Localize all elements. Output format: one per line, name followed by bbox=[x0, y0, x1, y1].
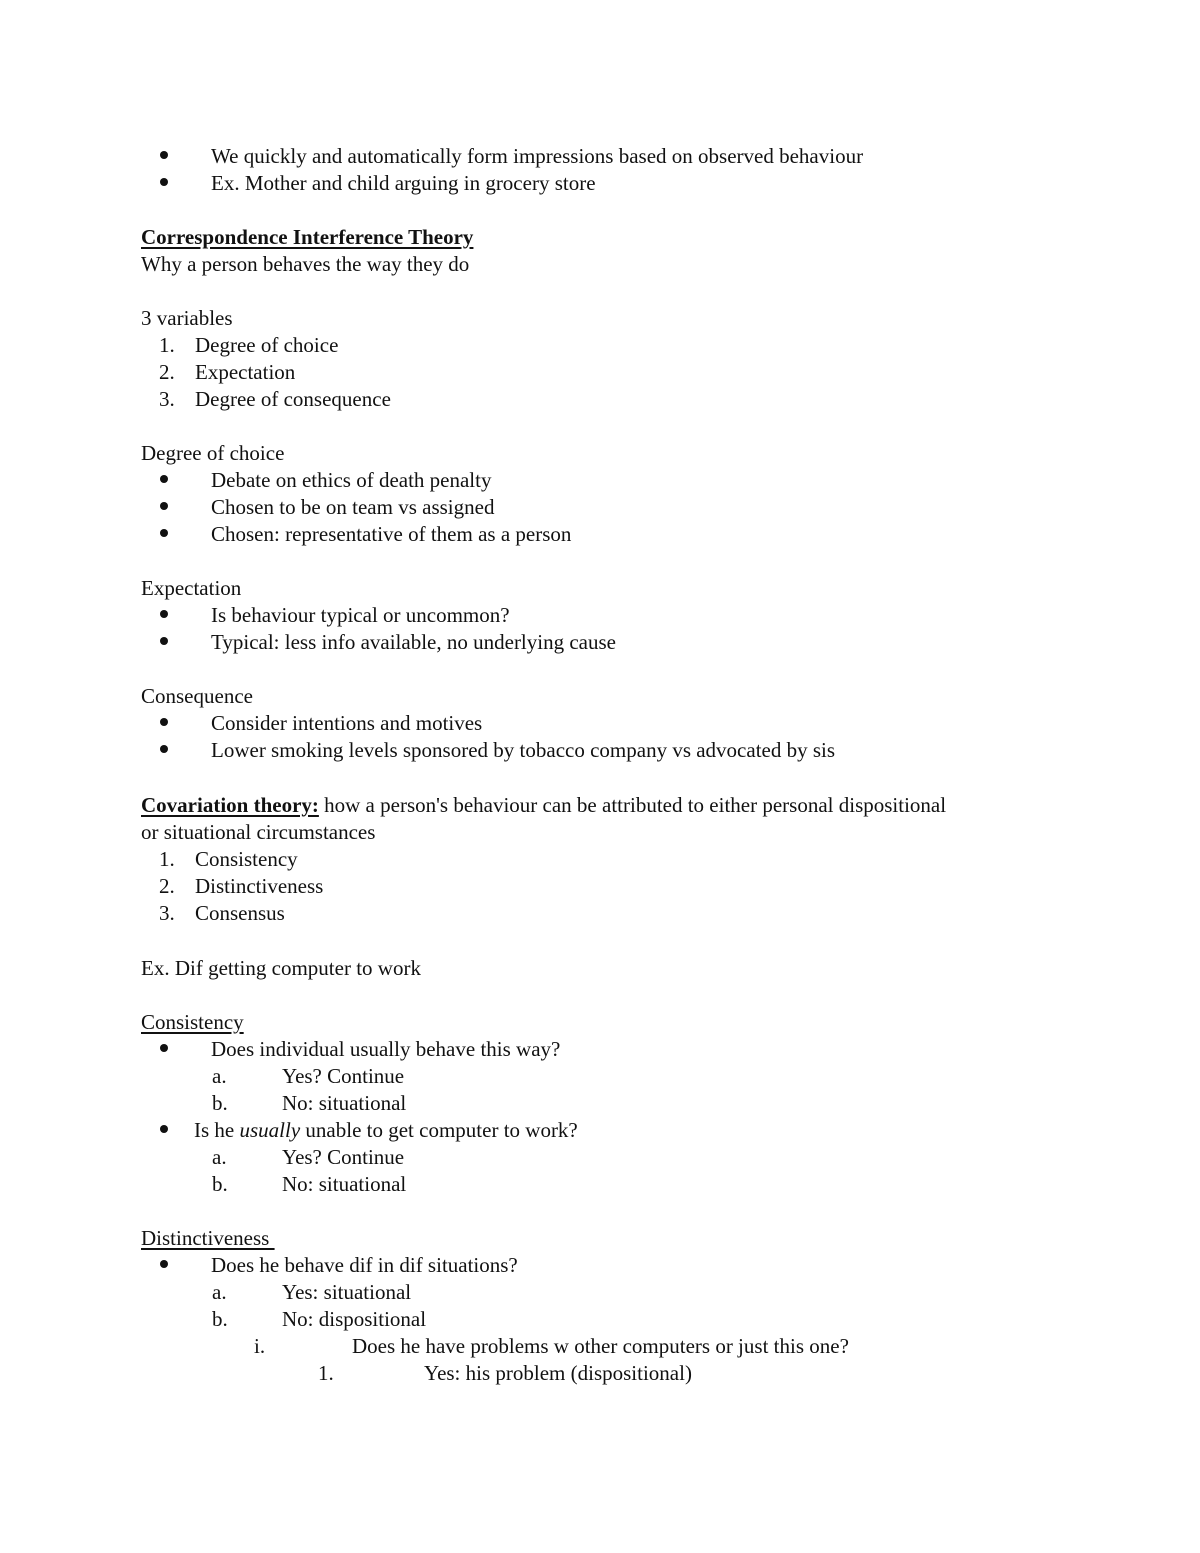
bullet-text: Is behaviour typical or uncommon? bbox=[211, 603, 510, 627]
list-letter: a. bbox=[212, 1064, 227, 1088]
list-letter: a. bbox=[212, 1145, 227, 1169]
distinctiveness-label: Distinctiveness bbox=[141, 1226, 275, 1250]
list-letter: b. bbox=[212, 1172, 228, 1196]
correspondence-heading: Correspondence Interference Theory bbox=[141, 225, 474, 249]
bullet-icon bbox=[160, 529, 168, 537]
list-number: 1. bbox=[318, 1361, 334, 1385]
list-number: 2. bbox=[159, 360, 175, 384]
list-numeral: i. bbox=[254, 1334, 266, 1358]
bullet-text bbox=[194, 1117, 578, 1144]
list-number: 2. bbox=[159, 874, 175, 898]
bullet-icon bbox=[160, 718, 168, 726]
bullet-text: Typical: less info available, no underlying cause bbox=[211, 630, 616, 654]
bullet-text: Does he behave dif in dif situations? bbox=[211, 1253, 518, 1277]
list-item: Distinctiveness bbox=[195, 874, 324, 898]
correspondence-subtitle: Why a person behaves the way they do bbox=[141, 252, 470, 276]
emphasis-text: usually bbox=[239, 1118, 301, 1142]
intro-bullet-text: Ex. Mother and child arguing in grocery store bbox=[211, 171, 596, 195]
list-letter: b. bbox=[212, 1091, 228, 1115]
covariation-description: how a person's behaviour can be attributed to either personal dispositional bbox=[318, 793, 947, 817]
bullet-text: Chosen: representative of them as a person bbox=[211, 522, 572, 546]
variables-label: 3 variables bbox=[141, 306, 233, 330]
list-item: No: dispositional bbox=[282, 1307, 427, 1331]
bullet-icon bbox=[160, 502, 168, 510]
bullet-text: Lower smoking levels sponsored by tobacco company vs advocated by sis bbox=[211, 738, 836, 762]
list-item: Yes? Continue bbox=[282, 1145, 405, 1169]
list-number: 1. bbox=[159, 333, 175, 357]
bullet-text: Consider intentions and motives bbox=[211, 711, 483, 735]
list-item: Yes? Continue bbox=[282, 1064, 405, 1088]
list-item: Degree of consequence bbox=[195, 387, 391, 411]
list-letter: a. bbox=[212, 1280, 227, 1304]
bullet-icon bbox=[160, 745, 168, 753]
bullet-icon bbox=[160, 637, 168, 645]
covariation-paragraph bbox=[141, 792, 946, 819]
list-item: Yes: his problem (dispositional) bbox=[424, 1361, 692, 1385]
list-item: Expectation bbox=[195, 360, 296, 384]
bullet-text: Does individual usually behave this way? bbox=[211, 1037, 561, 1061]
bullet-icon bbox=[160, 1044, 168, 1052]
section-label: Expectation bbox=[141, 576, 242, 600]
bullet-icon bbox=[160, 475, 168, 483]
list-letter: b. bbox=[212, 1307, 228, 1331]
bullet-text: Chosen to be on team vs assigned bbox=[211, 495, 495, 519]
bullet-icon bbox=[160, 1260, 168, 1268]
intro-bullet-text: We quickly and automatically form impressions based on observed behaviour bbox=[211, 144, 864, 168]
list-item: No: situational bbox=[282, 1172, 407, 1196]
bullet-icon bbox=[160, 610, 168, 618]
question-text: unable to get computer to work? bbox=[300, 1118, 578, 1142]
consistency-label: Consistency bbox=[141, 1010, 244, 1034]
section-label: Consequence bbox=[141, 684, 253, 708]
question-text: Is he bbox=[194, 1118, 240, 1142]
list-item: Yes: situational bbox=[282, 1280, 412, 1304]
covariation-heading: Covariation theory: bbox=[141, 793, 319, 817]
bullet-text: Debate on ethics of death penalty bbox=[211, 468, 492, 492]
covariation-description-continued: or situational circumstances bbox=[141, 820, 376, 844]
list-number: 3. bbox=[159, 901, 175, 925]
covariation-example: Ex. Dif getting computer to work bbox=[141, 956, 421, 980]
list-number: 3. bbox=[159, 387, 175, 411]
list-number: 1. bbox=[159, 847, 175, 871]
list-item: No: situational bbox=[282, 1091, 407, 1115]
list-item: Does he have problems w other computers or just this one? bbox=[352, 1334, 849, 1358]
list-item: Consistency bbox=[195, 847, 298, 871]
bullet-icon bbox=[160, 151, 168, 159]
list-item: Consensus bbox=[195, 901, 285, 925]
list-item: Degree of choice bbox=[195, 333, 339, 357]
bullet-icon bbox=[160, 178, 168, 186]
bullet-icon bbox=[160, 1125, 168, 1133]
section-label: Degree of choice bbox=[141, 441, 285, 465]
